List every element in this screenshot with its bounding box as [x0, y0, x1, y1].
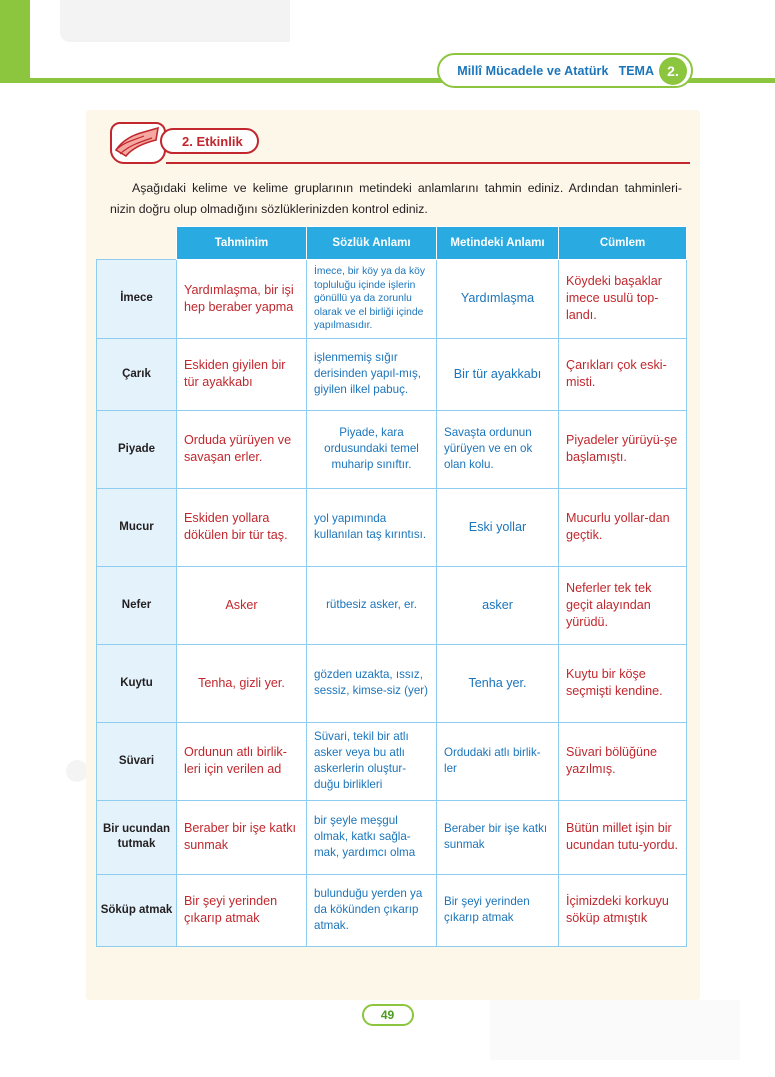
- unit-title: Millî Mücadele ve Atatürk: [457, 63, 609, 78]
- row-cumlem: Neferler tek tek geçit alayından yürüdü.: [559, 566, 687, 644]
- watermark-shape-bottom: [490, 1000, 740, 1060]
- table-header-blank: [97, 227, 177, 260]
- row-metindeki: Tenha yer.: [437, 644, 559, 722]
- row-tahminim: Ordunun atlı birlik-leri için verilen ad: [177, 722, 307, 800]
- row-cumlem: Çarıkları çok eski-misti.: [559, 338, 687, 410]
- row-cumlem: Bütün millet işin bir ucundan tutu-yordu.: [559, 800, 687, 874]
- row-sozluk: Süvari, tekil bir atlı asker veya bu atlı askerlerin oluştur-duğu birlikleri: [307, 722, 437, 800]
- row-word: Çarık: [97, 338, 177, 410]
- table-row: [97, 488, 687, 566]
- row-word: Mucur: [97, 488, 177, 566]
- row-metindeki: asker: [437, 566, 559, 644]
- row-sozluk: İmece, bir köy ya da köy topluluğu içinde işlerin gönüllü ya da zorunlu olarak ve el birliği içinde yapılmasıdır.: [307, 260, 437, 339]
- row-tahminim: Asker: [177, 566, 307, 644]
- row-tahminim: Tenha, gizli yer.: [177, 644, 307, 722]
- activity-divider: [166, 162, 690, 164]
- row-metindeki: Beraber bir işe katkı sunmak: [437, 800, 559, 874]
- row-cumlem: Kuytu bir köşe seçmişti kendine.: [559, 644, 687, 722]
- row-cumlem: Süvari bölüğüne yazılmış.: [559, 722, 687, 800]
- row-sozluk: bir şeyle meşgul olmak, katkı sağla-mak, yardımcı olma: [307, 800, 437, 874]
- row-word: İmece: [97, 260, 177, 339]
- row-tahminim: Bir şeyi yerinden çıkarıp atmak: [177, 874, 307, 946]
- table-row: [97, 566, 687, 644]
- table-row: [97, 644, 687, 722]
- watermark-shape-top: [60, 0, 290, 42]
- row-sozluk: rütbesiz asker, er.: [307, 566, 437, 644]
- table-row: [97, 722, 687, 800]
- tema-number-badge: 2.: [659, 57, 687, 85]
- row-metindeki: Bir şeyi yerinden çıkarıp atmak: [437, 874, 559, 946]
- table-row: [97, 260, 687, 339]
- open-book-icon: [110, 122, 166, 164]
- table-row: [97, 874, 687, 946]
- row-metindeki: Yardımlaşma: [437, 260, 559, 339]
- row-word: Süvari: [97, 722, 177, 800]
- table-header-cumlem: Cümlem: [559, 227, 687, 260]
- tema-banner: [437, 53, 693, 88]
- row-tahminim: Beraber bir işe katkı sunmak: [177, 800, 307, 874]
- table-header-metindeki: Metindeki Anlamı: [437, 227, 559, 260]
- row-cumlem: Köydeki başaklar imece usulü top-landı.: [559, 260, 687, 339]
- row-sozluk: bulunduğu yerden ya da kökünden çıkarıp atmak.: [307, 874, 437, 946]
- table-row: [97, 338, 687, 410]
- row-tahminim: Eskiden giyilen bir tür ayakkabı: [177, 338, 307, 410]
- table-header-tahminim: Tahminim: [177, 227, 307, 260]
- left-rule: [25, 0, 30, 82]
- instructions-text: [110, 178, 682, 220]
- instructions-line-2: nizin doğru olup olmadığını sözlüklerinizden kontrol ediniz.: [110, 202, 428, 216]
- row-sozluk: işlenmemiş sığır derisinden yapıl-mış, giyilen ilkel pabuç.: [307, 338, 437, 410]
- activity-label: 2. Etkinlik: [160, 128, 259, 154]
- tema-label: TEMA: [618, 63, 654, 78]
- row-sozluk: gözden uzakta, ıssız, sessiz, kimse-siz (yer): [307, 644, 437, 722]
- row-word: Söküp atmak: [97, 874, 177, 946]
- row-tahminim: Yardımlaşma, bir işi hep beraber yapma: [177, 260, 307, 339]
- row-metindeki: Ordudaki atlı birlik-ler: [437, 722, 559, 800]
- watermark-dot: [66, 760, 88, 782]
- row-word: Bir ucundan tutmak: [97, 800, 177, 874]
- page-number: 49: [362, 1004, 414, 1026]
- row-cumlem: Piyadeler yürüyü-şe başlamıştı.: [559, 410, 687, 488]
- table-header-sozluk: Sözlük Anlamı: [307, 227, 437, 260]
- table-header-row: [97, 227, 687, 260]
- activity-header: [110, 122, 690, 164]
- instructions-line-1: Aşağıdaki kelime ve kelime gruplarının metindeki anlamlarını tahmin ediniz. Ardından tahminleri-: [132, 181, 682, 195]
- row-metindeki: Savaşta ordunun yürüyen ve en ok olan kolu.: [437, 410, 559, 488]
- row-metindeki: Bir tür ayakkabı: [437, 338, 559, 410]
- row-tahminim: Eskiden yollara dökülen bir tür taş.: [177, 488, 307, 566]
- table-row: [97, 410, 687, 488]
- row-word: Nefer: [97, 566, 177, 644]
- row-metindeki: Eski yollar: [437, 488, 559, 566]
- row-sozluk: Piyade, kara ordusundaki temel muharip sınıftır.: [307, 410, 437, 488]
- row-cumlem: Mucurlu yollar-dan geçtik.: [559, 488, 687, 566]
- vocabulary-table: [96, 226, 687, 947]
- row-cumlem: İçimizdeki korkuyu söküp atmıştık: [559, 874, 687, 946]
- row-word: Kuytu: [97, 644, 177, 722]
- row-tahminim: Orduda yürüyen ve savaşan erler.: [177, 410, 307, 488]
- row-sozluk: yol yapımında kullanılan taş kırıntısı.: [307, 488, 437, 566]
- table-row: [97, 800, 687, 874]
- row-word: Piyade: [97, 410, 177, 488]
